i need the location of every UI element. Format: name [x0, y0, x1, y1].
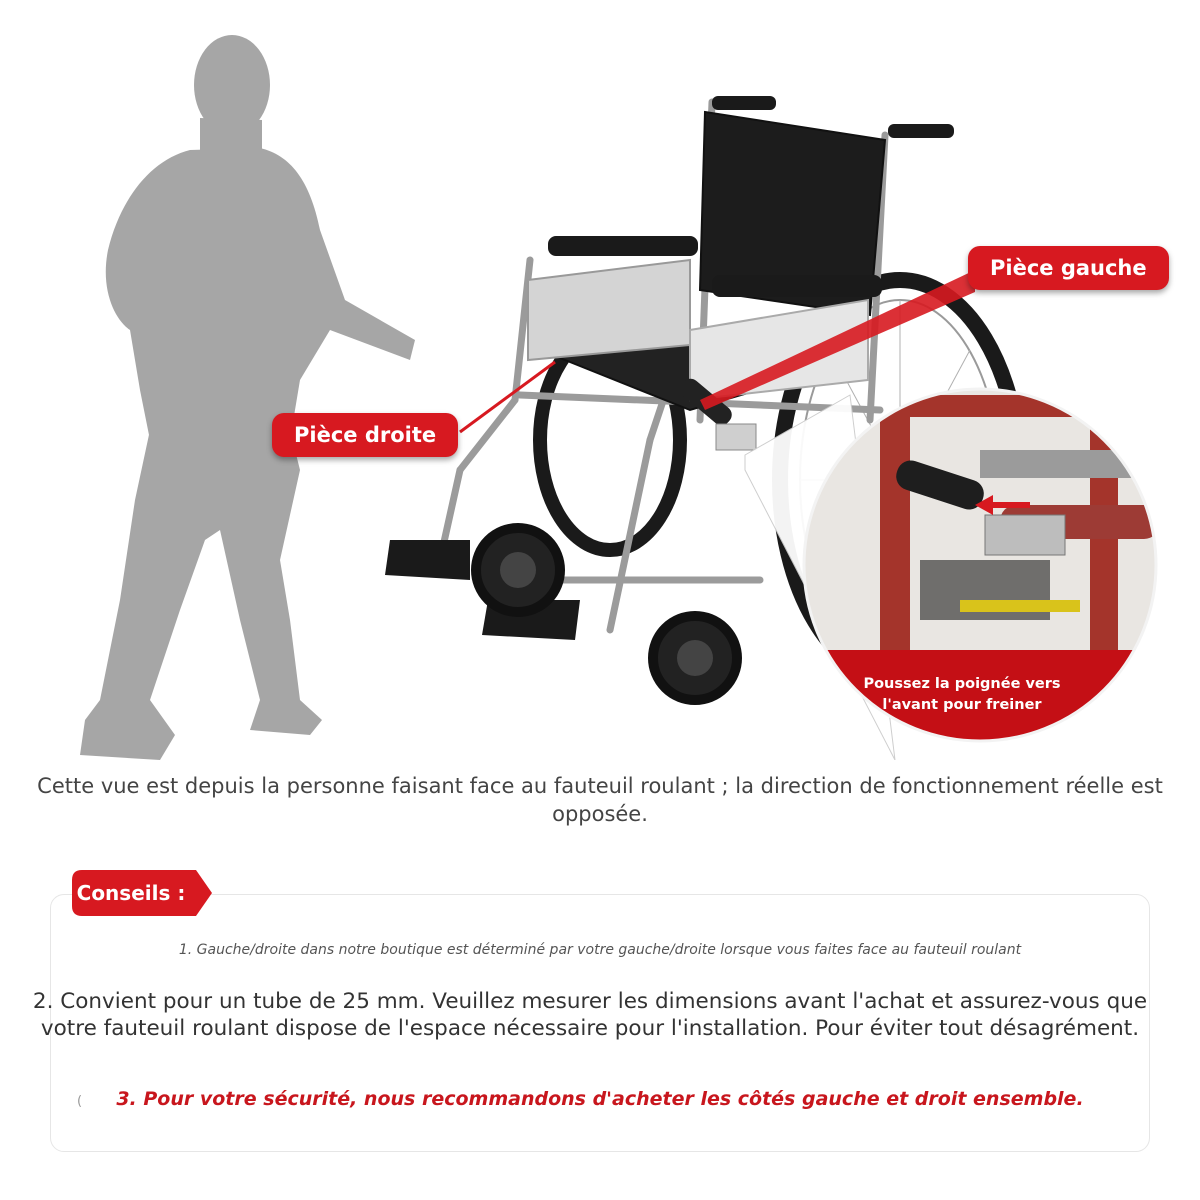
- tips-tab: [72, 870, 212, 916]
- zoom-caption: Poussez la poignée vers l'avant pour freiner: [863, 676, 1061, 713]
- callout-left-piece: Pièce gauche: [968, 246, 1169, 290]
- tip-3-mark: (: [77, 1094, 83, 1109]
- tip-1: 1. Gauche/droite dans notre boutique est déterminé par votre gauche/droite lorsque vous faites face au fauteuil roulant: [178, 942, 1022, 958]
- view-note: Cette vue est depuis la personne faisant face au fauteuil roulant ; la direction de fonctionnement réelle est opposée.: [37, 774, 1163, 826]
- tips-title: Conseils :: [76, 881, 186, 905]
- tip-3: 3. Pour votre sécurité, nous recommandons d'acheter les côtés gauche et droit ensemble.: [116, 1088, 1084, 1110]
- callout-right-piece: Pièce droite: [272, 413, 458, 457]
- person-silhouette: [80, 35, 415, 760]
- tip-2: 2. Convient pour un tube de 25 mm. Veuillez mesurer les dimensions avant l'achat et assurez-vous que votre fauteuil roulant dispose de l'espace nécessaire pour l'installation. Pour éviter tout désagrément.: [32, 989, 1148, 1041]
